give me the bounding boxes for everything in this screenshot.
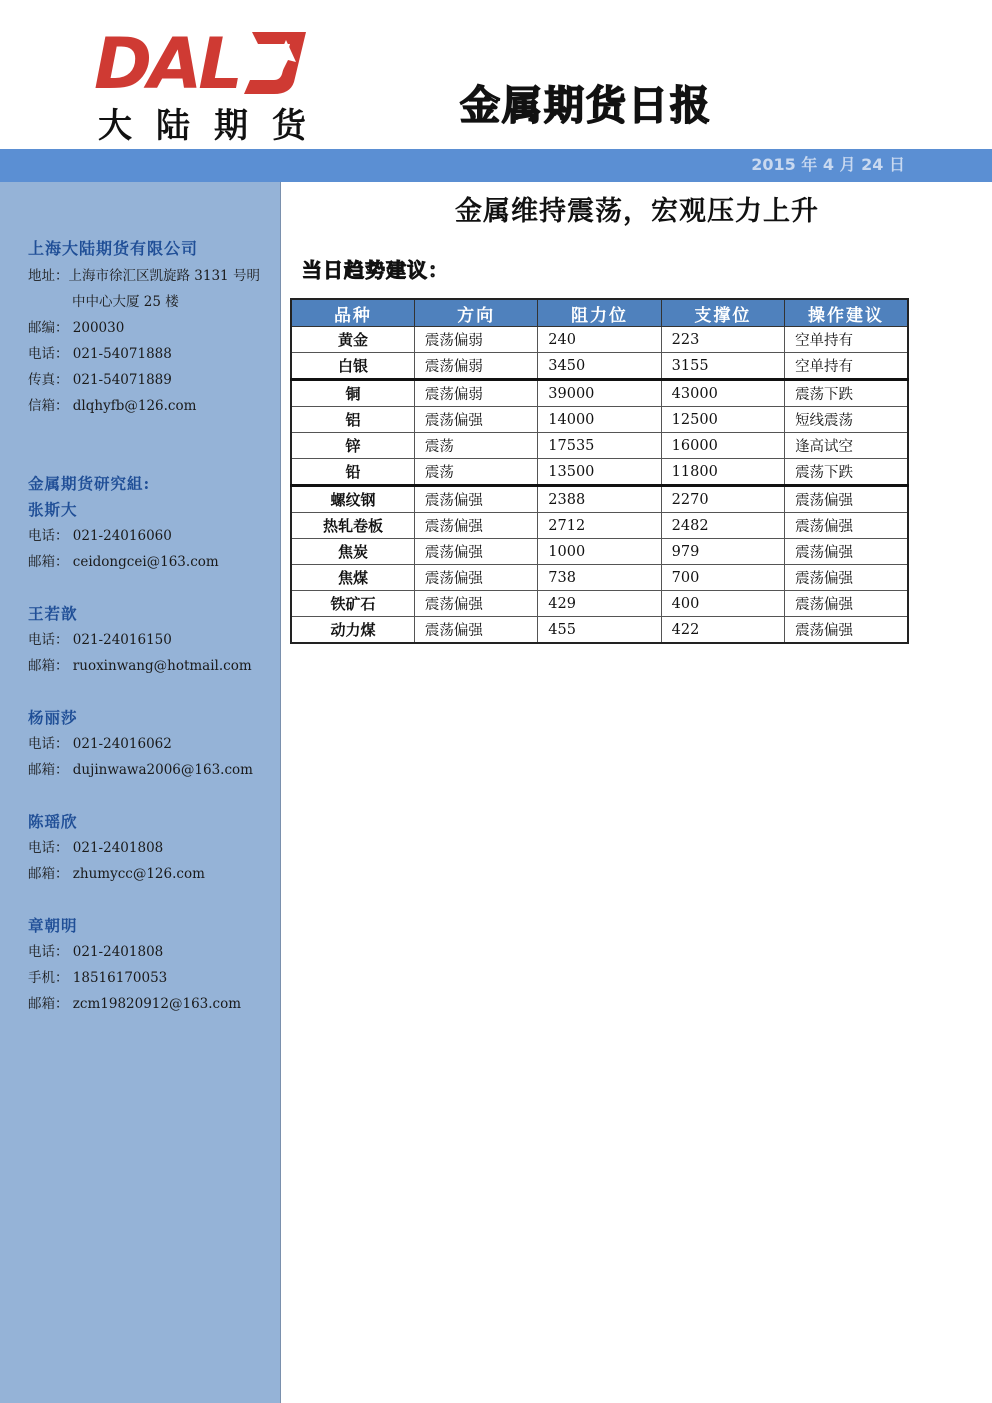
commodity-name-cell: 动力煤 [291, 617, 414, 644]
report-date: 2015 年 4 月 24 日 [751, 155, 905, 174]
table-cell: 422 [661, 617, 784, 644]
commodity-name-cell: 黄金 [291, 327, 414, 353]
table-body [291, 327, 908, 644]
table-cell: 2482 [661, 513, 784, 539]
table-cell: 空单持有 [785, 353, 908, 380]
table-cell: 2388 [538, 486, 661, 513]
svg-text:DAL: DAL [94, 26, 239, 96]
table-header-row [291, 299, 908, 327]
company-logo [94, 26, 310, 146]
table-cell: 震荡偏弱 [414, 327, 537, 353]
analyst-name: 章朝明 [28, 916, 78, 935]
table-cell: 震荡下跌 [785, 459, 908, 486]
table-row [291, 353, 908, 380]
table-cell: 短线震荡 [785, 407, 908, 433]
column-header: 方向 [414, 299, 537, 327]
table-cell: 240 [538, 327, 661, 353]
address-text: 上海市徐汇区凯旋路 3131 号明 [68, 268, 260, 284]
logo-arrow-icon [244, 32, 306, 94]
analyst-email: 邮箱： dujinwawa2006@163.com [28, 762, 253, 778]
table-row [291, 433, 908, 459]
analyst-name: 张斯大 [28, 500, 78, 519]
logo-char: 期 [214, 105, 250, 146]
table-row [291, 327, 908, 353]
table-cell: 震荡下跌 [785, 380, 908, 407]
commodity-name-cell: 热轧卷板 [291, 513, 414, 539]
analyst-mobile: 手机： 18516170053 [28, 970, 168, 986]
table-cell: 1000 [538, 539, 661, 565]
analyst-email: 邮箱： ruoxinwang@hotmail.com [28, 658, 252, 674]
analyst-email: 邮箱： ceidongcei@163.com [28, 554, 219, 570]
table-cell: 11800 [661, 459, 784, 486]
table-cell: 738 [538, 565, 661, 591]
table-cell: 震荡偏强 [414, 486, 537, 513]
table-cell: 震荡偏强 [785, 486, 908, 513]
table-cell: 震荡偏强 [414, 513, 537, 539]
table-cell: 16000 [661, 433, 784, 459]
column-header: 支撑位 [661, 299, 784, 327]
table-cell: 震荡偏强 [785, 565, 908, 591]
table-cell: 震荡偏弱 [414, 353, 537, 380]
table-row [291, 513, 908, 539]
address-line [28, 264, 260, 284]
company-name: 上海大陆期货有限公司 [28, 239, 199, 258]
table-cell: 455 [538, 617, 661, 644]
analyst-name: 陈瑶欣 [28, 812, 78, 831]
commodity-name-cell: 白银 [291, 353, 414, 380]
trend-table [290, 298, 909, 644]
commodity-name-cell: 螺纹钢 [291, 486, 414, 513]
analyst-email: 邮箱： zhumycc@126.com [28, 866, 205, 882]
table-cell: 700 [661, 565, 784, 591]
table-cell: 979 [661, 539, 784, 565]
company-fax: 传真： 021-54071889 [28, 372, 172, 388]
table-cell: 39000 [538, 380, 661, 407]
analyst-phone: 电话： 021-24016060 [28, 528, 172, 544]
company-phone: 电话： 021-54071888 [28, 346, 172, 362]
report-title: 金属期货日报 [460, 83, 712, 129]
table-cell: 震荡偏强 [785, 591, 908, 617]
table-cell: 震荡偏强 [785, 513, 908, 539]
table-row [291, 380, 908, 407]
logo-chinese-name [98, 102, 308, 146]
table-cell: 逢高试空 [785, 433, 908, 459]
table-cell: 2270 [661, 486, 784, 513]
table-row [291, 486, 908, 513]
table-cell: 震荡 [414, 459, 537, 486]
commodity-name-cell: 焦炭 [291, 539, 414, 565]
address-line-2: 中中心大厦 25 楼 [72, 294, 179, 310]
analyst-phone: 电话： 021-2401808 [28, 944, 164, 960]
analyst-phone: 电话： 021-24016062 [28, 736, 172, 752]
table-cell: 震荡偏强 [414, 591, 537, 617]
analyst-phone: 电话： 021-2401808 [28, 840, 164, 856]
commodity-name-cell: 铜 [291, 380, 414, 407]
address-label: 地址： [28, 268, 69, 284]
table-cell: 14000 [538, 407, 661, 433]
table-cell: 震荡偏强 [414, 539, 537, 565]
table-cell: 震荡偏强 [414, 407, 537, 433]
analyst-name: 王若歆 [28, 604, 78, 623]
contact-sidebar [0, 182, 281, 1403]
table-cell: 12500 [661, 407, 784, 433]
table-row [291, 539, 908, 565]
logo-char: 陆 [156, 105, 192, 146]
table-cell: 空单持有 [785, 327, 908, 353]
trend-section-label: 当日趋势建议： [302, 258, 449, 282]
analyst-email: 邮箱： zcm19820912@163.com [28, 996, 242, 1012]
column-header: 品种 [291, 299, 414, 327]
table-cell: 震荡 [414, 433, 537, 459]
logo-char: 货 [272, 105, 308, 146]
commodity-name-cell: 锌 [291, 433, 414, 459]
table-cell: 震荡偏强 [414, 565, 537, 591]
table-cell: 13500 [538, 459, 661, 486]
report-headline: 金属维持震荡，宏观压力上升 [455, 196, 819, 227]
date-bar [0, 149, 992, 182]
table-cell: 3450 [538, 353, 661, 380]
table-cell: 震荡偏强 [785, 617, 908, 644]
commodity-name-cell: 铁矿石 [291, 591, 414, 617]
commodity-name-cell: 铝 [291, 407, 414, 433]
research-group-title: 金属期货研究組: [28, 474, 151, 493]
table-cell: 震荡偏强 [785, 539, 908, 565]
table-cell: 223 [661, 327, 784, 353]
table-row [291, 565, 908, 591]
table-cell: 43000 [661, 380, 784, 407]
zip-code: 邮编： 200030 [28, 320, 125, 336]
table-cell: 2712 [538, 513, 661, 539]
commodity-name-cell: 焦煤 [291, 565, 414, 591]
table-row [291, 617, 908, 644]
analyst-phone: 电话： 021-24016150 [28, 632, 172, 648]
column-header: 操作建议 [785, 299, 908, 327]
company-email: 信箱： dlqhyfb@126.com [28, 398, 197, 414]
table-cell: 429 [538, 591, 661, 617]
table-cell: 3155 [661, 353, 784, 380]
table-cell: 震荡偏弱 [414, 380, 537, 407]
table-row [291, 459, 908, 486]
column-header: 阻力位 [538, 299, 661, 327]
dalu-logo-mark [94, 26, 310, 96]
table-cell: 17535 [538, 433, 661, 459]
commodity-name-cell: 铅 [291, 459, 414, 486]
analyst-name: 杨丽莎 [28, 708, 78, 727]
table-row [291, 591, 908, 617]
table-cell: 震荡偏强 [414, 617, 537, 644]
logo-char: 大 [98, 105, 134, 146]
table-cell: 400 [661, 591, 784, 617]
table-row [291, 407, 908, 433]
